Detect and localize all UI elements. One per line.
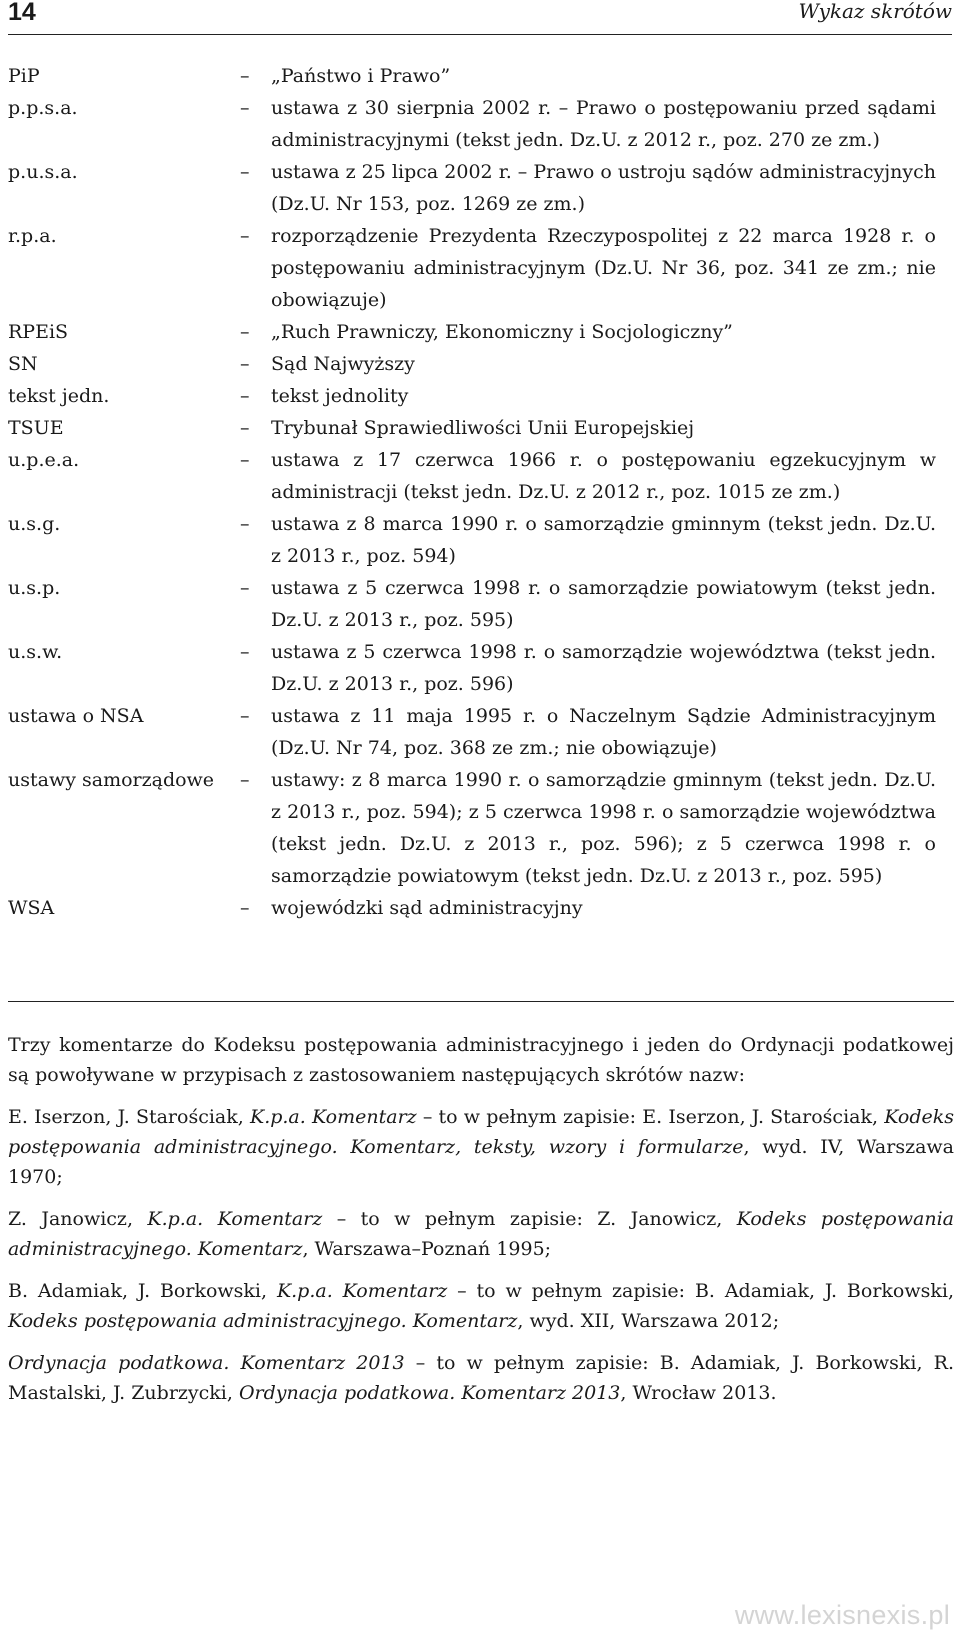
abbreviation-definition: „Państwo i Prawo” [271,65,451,87]
commentary-title-italic: K.p.a. Komentarz [250,1106,417,1128]
commentary-text: , Wrocław 2013. [620,1382,777,1404]
abbreviation-row [8,316,954,348]
abbreviation-term: RPEiS [8,321,69,343]
abbreviation-definition-block [240,316,936,348]
abbreviation-term: ustawy samorządowe [8,769,215,791]
definition-dash: – [240,417,250,439]
definition-dash: – [240,513,250,535]
abbreviation-list [8,60,954,924]
definition-dash: – [240,705,250,727]
abbreviation-definition: tekst jednolity [271,385,409,407]
abbreviation-term: SN [8,353,38,375]
abbreviation-term: u.s.g. [8,513,61,535]
definition-dash: – [240,897,250,919]
abbreviation-definition-block [240,412,936,444]
commentary-text: , wyd. IV, Warszawa 1970; [8,1136,954,1188]
definition-dash: – [240,225,250,247]
abbreviation-definition-block [240,764,936,892]
commentary-text: – to w pełnym zapisie: B. Adamiak, J. Borkowski, R. Mastalski, J. Zubrzycki, [8,1352,954,1404]
definition-dash: – [240,577,250,599]
abbreviation-definition-block [240,156,936,220]
abbreviation-definition: Sąd Najwyższy [271,353,415,375]
abbreviation-definition-block [240,572,936,636]
commentary-title-italic: Ordynacja podatkowa. Komentarz 2013 [8,1352,405,1374]
abbreviation-term: r.p.a. [8,225,57,247]
definition-dash: – [240,65,250,87]
abbreviation-row [8,700,954,764]
abbreviation-definition: wojewódzki sąd administracyjny [271,897,583,919]
commentary-title-italic: Kodeks postępowania administracyjnego. Komentarz, teksty, wzory i formularze [8,1106,955,1158]
commentary-title-italic: K.p.a. Komentarz [276,1280,448,1302]
running-title: Wykaz skrótów [798,0,952,23]
commentary-text: , Warszawa–Poznań 1995; [302,1238,552,1260]
abbreviation-term: ustawa o NSA [8,705,144,727]
abbreviation-row [8,508,954,572]
commentary-entry [8,1204,954,1264]
page-number: 14 [8,0,36,26]
commentary-text: – to w pełnym zapisie: B. Adamiak, J. Borkowski, [447,1280,955,1302]
commentary-text: B. Adamiak, J. Borkowski, [8,1280,277,1302]
abbreviation-definition: ustawa z 25 lipca 2002 r. – Prawo o ustroju sądów administracyjnych (Dz.U. Nr 153, poz. 1269 ze zm.) [271,161,936,215]
abbreviation-row [8,412,954,444]
abbreviation-row [8,156,954,220]
abbreviation-definition: Trybunał Sprawiedliwości Unii Europejskiej [271,417,695,439]
abbreviation-definition: ustawa z 5 czerwca 1998 r. o samorządzie powiatowym (tekst jedn. Dz.U. z 2013 r., poz. 595) [271,577,936,631]
abbreviation-definition-block [240,220,936,316]
commentary-text: E. Iserzon, J. Starościak, [8,1106,250,1128]
definition-dash: – [240,353,250,375]
definition-dash: – [240,321,250,343]
commentary-entry [8,1102,954,1192]
abbreviation-row [8,380,954,412]
abbreviation-term: tekst jedn. [8,385,110,407]
abbreviation-row [8,92,954,156]
abbreviation-definition: ustawy: z 8 marca 1990 r. o samorządzie gminnym (tekst jedn. Dz.U. z 2013 r., poz. 594); z 5 czerwca 1998 r. o samorządzie województwa (tekst jedn. Dz.U. z 2013 r., poz. 596); z 5 czerwca 1998 r. o samorządzie powiatowym (tekst jedn. Dz.U. z 2013 r., poz. 595) [271,769,936,887]
definition-dash: – [240,97,250,119]
abbreviation-term: PiP [8,65,40,87]
publisher-watermark: www.lexisnexis.pl [734,1600,950,1630]
commentary-text: , wyd. XII, Warszawa 2012; [517,1310,780,1332]
commentary-title-italic: Kodeks postępowania administracyjnego. Komentarz [8,1310,518,1332]
commentary-entry [8,1276,954,1336]
commentary-text: – to w pełnym zapisie: Z. Janowicz, [322,1208,737,1230]
abbreviation-row [8,220,954,316]
commentary-title-italic: Kodeks postępowania administracyjnego. Komentarz [8,1208,954,1260]
definition-dash: – [240,161,250,183]
commentary-text: Z. Janowicz, [8,1208,148,1230]
abbreviation-definition: rozporządzenie Prezydenta Rzeczypospolitej z 22 marca 1928 r. o postępowaniu administracyjnym (Dz.U. Nr 36, poz. 341 ze zm.; nie obowiązuje) [271,225,936,311]
abbreviation-definition-block [240,60,936,92]
commentary-section [8,1030,954,1420]
abbreviation-row [8,348,954,380]
section-divider [8,1001,954,1002]
definition-dash: – [240,385,250,407]
abbreviation-term: p.p.s.a. [8,97,78,119]
abbreviation-term: u.p.e.a. [8,449,80,471]
page-header [8,0,952,35]
abbreviation-definition-block [240,348,936,380]
abbreviation-term: WSA [8,897,55,919]
abbreviation-definition: „Ruch Prawniczy, Ekonomiczny i Socjologiczny” [271,321,733,343]
definition-dash: – [240,641,250,663]
abbreviation-row [8,60,954,92]
definition-dash: – [240,769,250,791]
abbreviation-row [8,444,954,508]
abbreviation-definition-block [240,92,936,156]
abbreviation-term: u.s.w. [8,641,63,663]
abbreviation-definition: ustawa z 11 maja 1995 r. o Naczelnym Sądzie Administracyjnym (Dz.U. Nr 74, poz. 368 ze zm.; nie obowiązuje) [271,705,936,759]
abbreviation-definition: ustawa z 30 sierpnia 2002 r. – Prawo o postępowaniu przed sądami administracyjnymi (tekst jedn. Dz.U. z 2012 r., poz. 270 ze zm.) [271,97,936,151]
abbreviation-definition-block [240,380,936,412]
abbreviation-definition: ustawa z 8 marca 1990 r. o samorządzie gminnym (tekst jedn. Dz.U. z 2013 r., poz. 594) [271,513,936,567]
abbreviation-definition-block [240,636,936,700]
abbreviation-term: p.u.s.a. [8,161,78,183]
definition-dash: – [240,449,250,471]
commentary-text: – to w pełnym zapisie: E. Iserzon, J. Starościak, [416,1106,885,1128]
abbreviation-row [8,764,954,892]
abbreviation-definition-block [240,892,936,924]
abbreviation-definition: ustawa z 17 czerwca 1966 r. o postępowaniu egzekucyjnym w administracji (tekst jedn. Dz.U. z 2012 r., poz. 1015 ze zm.) [271,449,936,503]
abbreviation-term: TSUE [8,417,64,439]
commentary-title-italic: K.p.a. Komentarz [147,1208,323,1230]
abbreviation-definition-block [240,444,936,508]
abbreviation-definition-block [240,508,936,572]
abbreviation-term: u.s.p. [8,577,61,599]
abbreviation-row [8,892,954,924]
abbreviation-row [8,636,954,700]
abbreviation-definition-block [240,700,936,764]
abbreviation-definition: ustawa z 5 czerwca 1998 r. o samorządzie województwa (tekst jedn. Dz.U. z 2013 r., poz. 596) [271,641,936,695]
commentary-entry [8,1348,954,1408]
abbreviation-row [8,572,954,636]
commentary-title-italic: Ordynacja podatkowa. Komentarz 2013 [238,1382,621,1404]
intro-paragraph: Trzy komentarze do Kodeksu postępowania administracyjnego i jeden do Ordynacji podatkowej są powoływane w przypisach z zastosowaniem następujących skrótów nazw: [8,1034,954,1086]
